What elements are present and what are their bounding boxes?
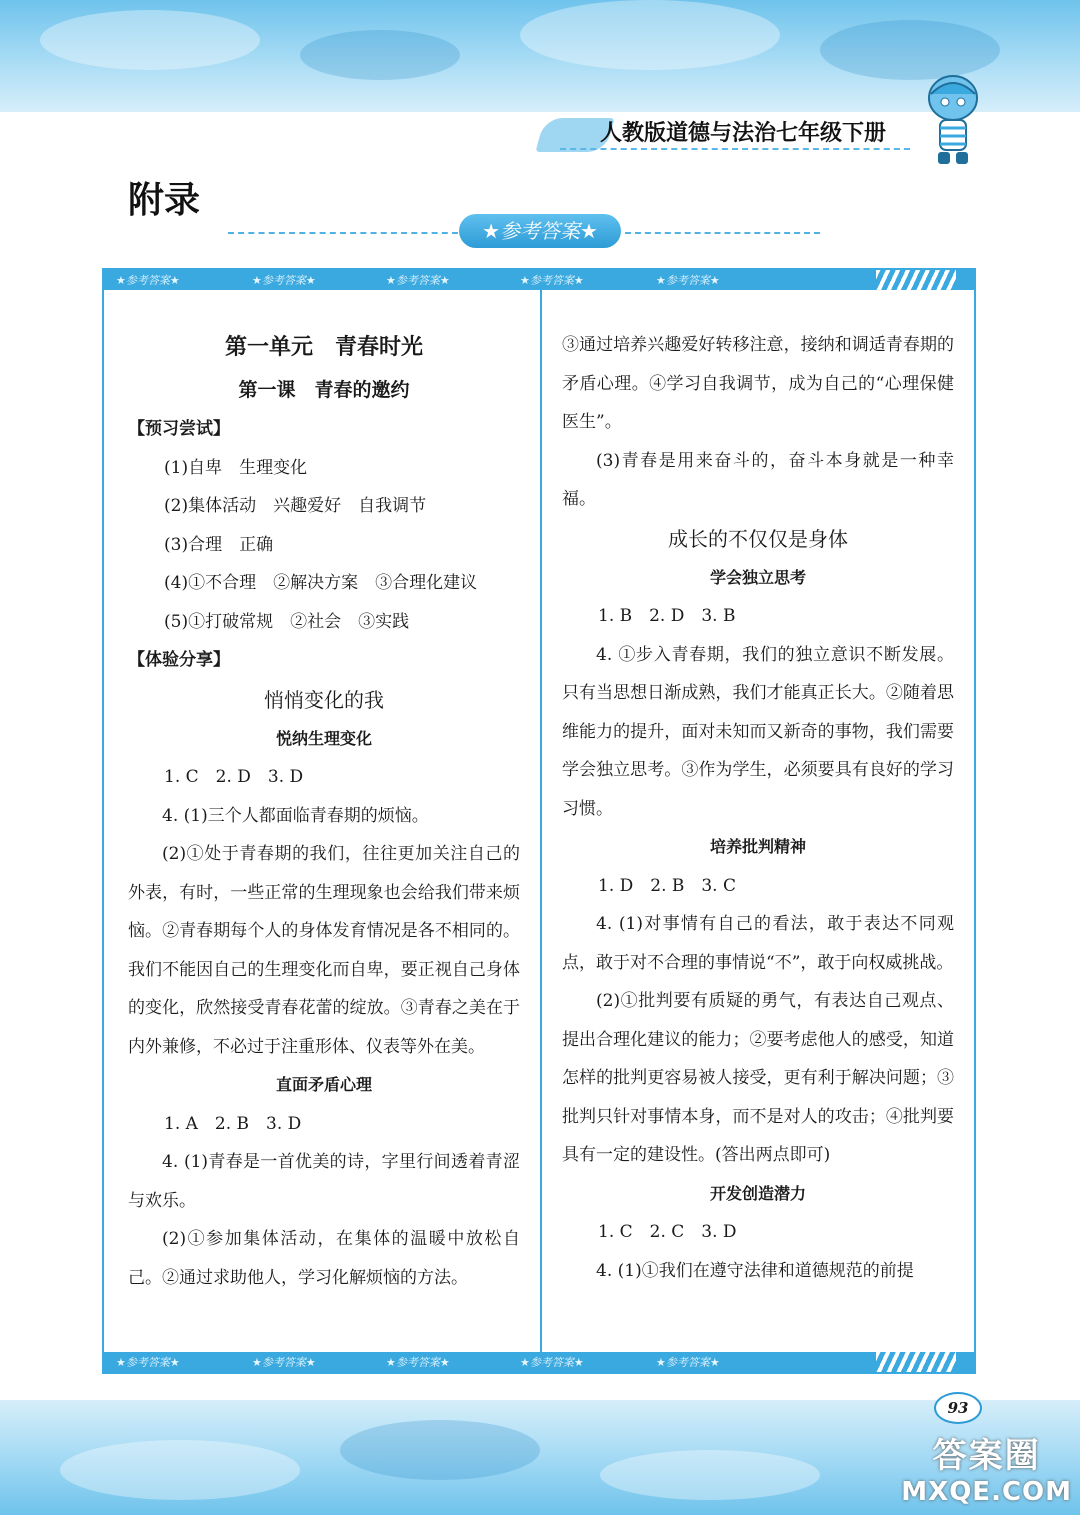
preview-item: (5)①打破常规 ②社会 ③实践 — [164, 611, 410, 632]
unit-title: 第一单元 青春时光 — [224, 335, 423, 360]
banner-dash-left — [228, 232, 458, 234]
subtopic-title: 学会独立思考 — [709, 567, 806, 587]
strip-tag: ★参考答案★ — [386, 274, 450, 287]
watermark-url: MXQE.COM — [901, 1477, 1072, 1507]
site-watermark — [901, 1428, 1072, 1507]
strip-tag: ★参考答案★ — [116, 1356, 180, 1369]
strip-hatching — [876, 1352, 956, 1372]
topic-title: 悄悄变化的我 — [264, 687, 384, 712]
answer-paragraph: 4. (1)三个人都面临青春期的烦恼。 — [162, 805, 429, 826]
answer-paragraph: (2)①批判要有质疑的勇气，有表达自己观点、提出合理化建议的能力；②要考虑他人的感受，知道怎样的批判更容易被人接受，更有利于解决问题；③批判只针对事情本身，而不是对人的攻击；④批判要具有一定的建设性。(答出两点即可) — [562, 991, 954, 1165]
lesson-title: 第一课 青春的邀约 — [238, 379, 410, 401]
answer-paragraph: 4. (1)①我们在遵守法律和道德规范的前提 — [596, 1260, 914, 1281]
section-header-experience: 【体验分享】 — [128, 650, 230, 670]
preview-item: (4)①不合理 ②解决方案 ③合理化建议 — [164, 573, 478, 593]
subtopic-title: 悦纳生理变化 — [275, 728, 372, 748]
strip-tag: ★参考答案★ — [252, 274, 316, 287]
subtopic-title: 培养批判精神 — [709, 837, 806, 856]
reference-answer-banner: ★参考答案★ — [459, 214, 621, 248]
section-header-preview: 【预习尝试】 — [128, 419, 230, 439]
strip-tag: ★参考答案★ — [520, 274, 584, 287]
answer-paragraph: 4. (1)青春是一首优美的诗，字里行间透着青涩与欢乐。 — [128, 1152, 520, 1211]
strip-hatching — [876, 270, 956, 290]
strip-tag: ★参考答案★ — [656, 1356, 720, 1369]
frame-top-strip — [104, 270, 974, 290]
strip-tag: ★参考答案★ — [520, 1356, 584, 1369]
mascot-illustration — [918, 72, 988, 170]
choice-answers: 1. C 2. C 3. D — [598, 1222, 737, 1242]
column-divider — [540, 288, 542, 1354]
frame-bottom-strip — [104, 1352, 974, 1372]
preview-item: (2)集体活动 兴趣爱好 自我调节 — [164, 496, 427, 516]
topic-title: 成长的不仅仅是身体 — [668, 526, 848, 551]
strip-tag: ★参考答案★ — [656, 274, 720, 287]
strip-tag: ★参考答案★ — [252, 1356, 316, 1369]
book-title: 人教版道德与法治七年级下册 — [600, 121, 887, 146]
left-column — [128, 326, 520, 1297]
banner-dash-right — [625, 232, 820, 234]
header-dashed-line — [560, 148, 910, 150]
preview-item: (1)自卑 生理变化 — [164, 457, 308, 478]
answer-paragraph: (3)青春是用来奋斗的，奋斗本身就是一种幸福。 — [562, 450, 954, 509]
choice-answers: 1. B 2. D 3. B — [598, 606, 736, 626]
answer-paragraph: 4. (1)对事情有自己的看法，敢于表达不同观点，敢于对不合理的事情说“不”，敢于向权威挑战。 — [562, 914, 954, 973]
answer-paragraph: (2)①参加集体活动，在集体的温暖中放松自己。②通过求助他人，学习化解烦恼的方法。 — [128, 1229, 520, 1288]
choice-answers: 1. C 2. D 3. D — [164, 767, 304, 787]
strip-tag: ★参考答案★ — [116, 274, 180, 287]
watermark-text: 答案圈 — [932, 1436, 1041, 1476]
choice-answers: 1. A 2. B 3. D — [164, 1113, 302, 1134]
strip-tag: ★参考答案★ — [386, 1356, 450, 1369]
choice-answers: 1. D 2. B 3. C — [598, 875, 737, 896]
answer-paragraph: ③通过培养兴趣爱好转移注意，接纳和调适青春期的矛盾心理。④学习自我调节，成为自己的“心理保健医生”。 — [562, 335, 954, 432]
answer-paragraph: (2)①处于青春期的我们，往往更加关注自己的外表，有时，一些正常的生理现象也会给我们带来烦恼。②青春期每个人的身体发育情况是各不相同的。我们不能因自己的生理变化而自卑，要正视自己身体的变化，欣然接受青春花蕾的绽放。③青春之美在于内外兼修，不必过于注重形体、仪表等外在美。 — [128, 844, 520, 1057]
answer-paragraph: 4. ①步入青春期，我们的独立意识不断发展。只有当思想日渐成熟，我们才能真正长大。②随着思维能力的提升，面对未知而又新奇的事物，我们需要学会独立思考。③作为学生，必须要具有良好的学习习惯。 — [562, 644, 954, 819]
right-column — [562, 326, 954, 1290]
subtopic-title: 直面矛盾心理 — [275, 1075, 372, 1094]
preview-item: (3)合理 正确 — [164, 534, 274, 555]
subtopic-title: 开发创造潜力 — [709, 1183, 806, 1203]
page-number: 93 — [934, 1392, 982, 1424]
appendix-title: 附录 — [128, 179, 201, 221]
